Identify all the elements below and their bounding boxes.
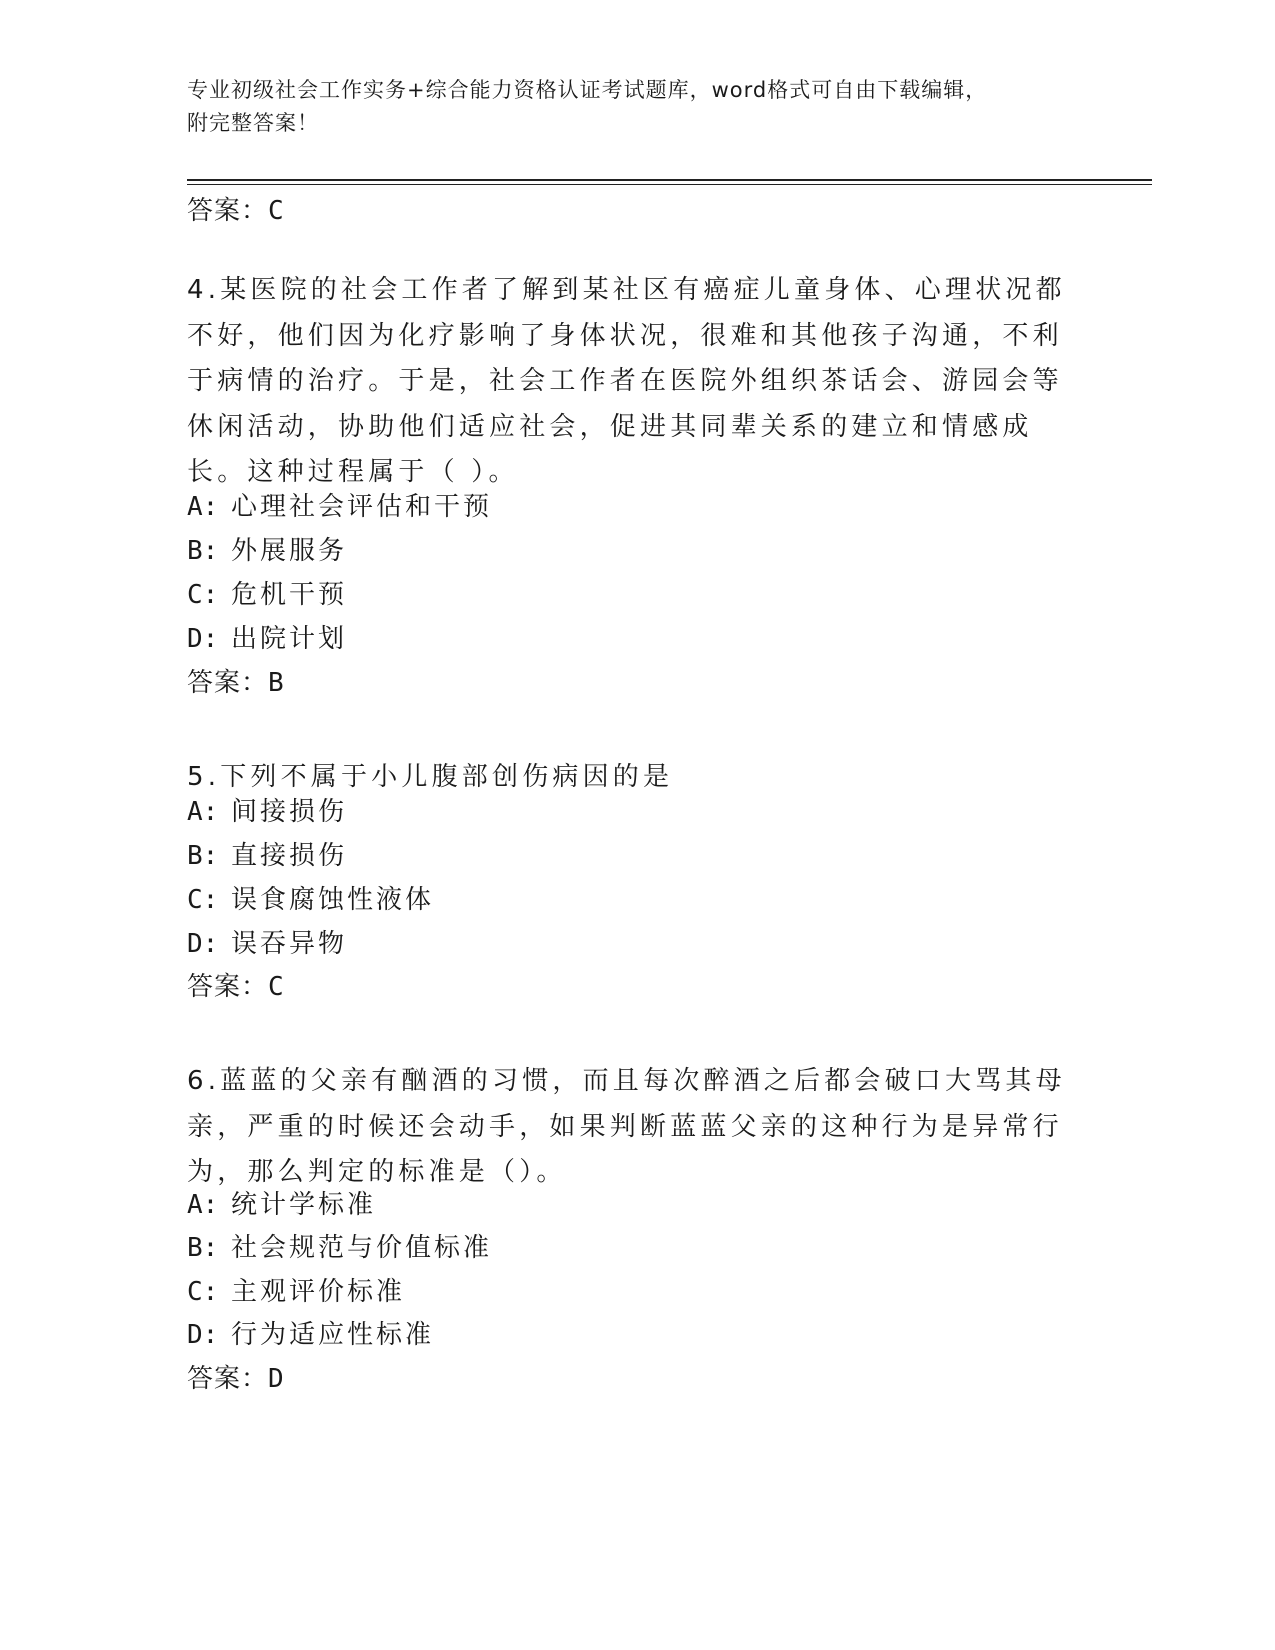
answer-line — [187, 1364, 285, 1394]
answer-value: C — [268, 972, 285, 1002]
answer-label: 答案： — [187, 1364, 269, 1394]
option-letter: C: — [187, 885, 219, 915]
answer-line — [187, 972, 285, 1002]
option-text: 误食腐蚀性液体 — [231, 885, 435, 915]
option-letter: A: — [187, 1190, 219, 1220]
option-d — [187, 929, 347, 959]
option-text: 统计学标准 — [231, 1190, 377, 1220]
option-b — [187, 841, 347, 871]
question-stem: 4.某医院的社会工作者了解到某社区有癌症儿童身体、心理状况都不好，他们因为化疗影响了身体状况，很难和其他孩子沟通，不利于病情的治疗。于是，社会工作者在医院外组织茶话会、游园会等休闲活动，协助他们适应社会，促进其同辈关系的建立和情感成长。这种过程属于（ ）。 — [187, 275, 1066, 487]
option-a — [187, 1190, 376, 1220]
option-text: 主观评价标准 — [231, 1277, 406, 1307]
option-text: 间接损伤 — [231, 797, 348, 827]
option-text: 心理社会评估和干预 — [231, 492, 493, 522]
option-letter: D: — [187, 929, 219, 959]
option-d — [187, 1320, 434, 1350]
option-letter: A: — [187, 492, 219, 522]
option-b — [187, 1233, 492, 1263]
question-stem: 6.蓝蓝的父亲有酗酒的习惯，而且每次醉酒之后都会破口大骂其母亲，严重的时候还会动手，如果判断蓝蓝父亲的这种行为是异常行为，那么判定的标准是（）。 — [187, 1066, 1066, 1187]
option-a — [187, 492, 492, 522]
header-line-1: 专业初级社会工作实务+综合能力资格认证考试题库，word格式可自由下载编辑， — [187, 78, 988, 102]
answer-line — [187, 196, 285, 226]
option-text: 危机干预 — [231, 580, 348, 610]
page-header — [187, 74, 1087, 140]
answer-value: D — [268, 1364, 285, 1394]
header-line-2: 附完整答案！ — [187, 111, 319, 135]
option-text: 直接损伤 — [231, 841, 348, 871]
option-letter: A: — [187, 797, 219, 827]
option-d — [187, 624, 347, 654]
option-letter: C: — [187, 1277, 219, 1307]
option-text: 误吞异物 — [231, 929, 348, 959]
option-c — [187, 885, 434, 915]
option-b — [187, 536, 347, 566]
question-stem: 5.下列不属于小儿腹部创伤病因的是 — [187, 762, 674, 792]
option-letter: D: — [187, 1320, 219, 1350]
answer-value: B — [268, 668, 285, 698]
header-divider — [187, 179, 1152, 181]
option-text: 外展服务 — [231, 536, 348, 566]
option-letter: B: — [187, 841, 219, 871]
option-a — [187, 797, 347, 827]
header-divider-thin — [187, 184, 1152, 185]
option-letter: C: — [187, 580, 219, 610]
option-c — [187, 580, 347, 610]
answer-label: 答案： — [187, 972, 269, 1002]
answer-value: C — [268, 196, 285, 226]
answer-line — [187, 668, 285, 698]
answer-label: 答案： — [187, 196, 269, 226]
option-letter: B: — [187, 536, 219, 566]
option-letter: B: — [187, 1233, 219, 1263]
option-text: 出院计划 — [231, 624, 348, 654]
answer-label: 答案： — [187, 668, 269, 698]
option-text: 社会规范与价值标准 — [231, 1233, 493, 1263]
option-c — [187, 1277, 405, 1307]
option-text: 行为适应性标准 — [231, 1320, 435, 1350]
option-letter: D: — [187, 624, 219, 654]
